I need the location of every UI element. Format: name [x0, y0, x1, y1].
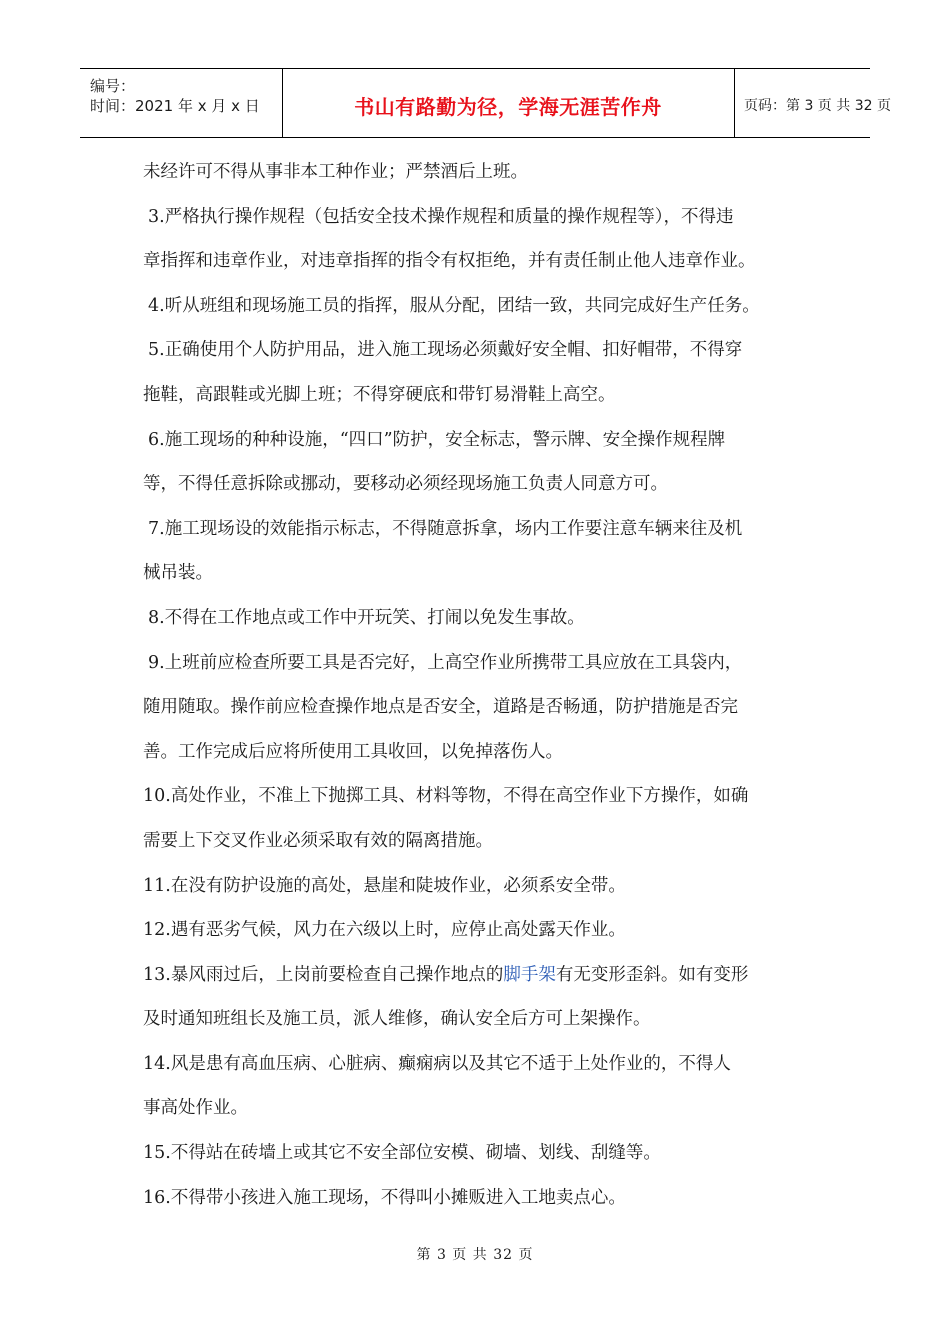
body-line: 未经许可不得从事非本工种作业；严禁酒后上班。 [143, 162, 528, 182]
header-page-cell [734, 69, 891, 137]
header-meta-cell [80, 69, 283, 137]
document-time-label: 时间：2021 年 x 月 x 日 [90, 97, 260, 115]
body-line: 4.听从班组和现场施工员的指挥，服从分配，团结一致，共同完成好生产任务。 [148, 295, 760, 316]
header-motto: 书山有路勤为径，学海无涯苦作舟 [354, 95, 662, 119]
body-line: 3.严格执行操作规程（包括安全技术操作规程和质量的操作规程等），不得违 [148, 206, 734, 227]
body-line: 需要上下交叉作业必须采取有效的隔离措施。 [143, 830, 493, 851]
body-line: 善。工作完成后应将所使用工具收回，以免掉落伤人。 [143, 741, 563, 762]
header-page-info: 页码：第 3 页 共 32 页 [744, 98, 891, 114]
page-header [80, 68, 891, 138]
body-line: 15.不得站在砖墙上或其它不安全部位安模、砌墙、划线、刮缝等。 [143, 1143, 661, 1164]
body-line: 8.不得在工作地点或工作中开玩笑、打闹以免发生事故。 [148, 607, 585, 628]
document-body [143, 150, 833, 1220]
body-line: 16.不得带小孩进入施工现场，不得叫小摊贩进入工地卖点心。 [143, 1187, 626, 1208]
body-line: 9.上班前应检查所要工具是否完好，上高空作业所携带工具应放在工具袋内， [148, 652, 743, 673]
body-line: 7.施工现场设的效能指示标志，不得随意拆拿，场内工作要注意车辆来往及机 [148, 518, 743, 539]
body-line: 拖鞋，高跟鞋或光脚上班；不得穿硬底和带钉易滑鞋上高空。 [143, 384, 616, 405]
body-line: 章指挥和违章作业，对违章指挥的指令有权拒绝，并有责任制止他人违章作业。 [143, 251, 756, 272]
scaffold-link[interactable]: 脚手架 [503, 964, 556, 985]
body-line: 5.正确使用个人防护用品，进入施工现场必须戴好安全帽、扣好帽带，不得穿 [148, 340, 743, 361]
body-line: 10.高处作业，不准上下抛掷工具、材料等物，不得在高空作业下方操作，如确 [143, 786, 749, 807]
header-motto-cell [282, 69, 735, 137]
body-line-13-start: 13.暴风雨过后，上岗前要检查自己操作地点的 [143, 964, 504, 985]
body-line: 6.施工现场的种种设施，“四口”防护，安全标志，警示牌、安全操作规程牌 [148, 429, 726, 450]
body-line-13 [143, 953, 833, 998]
body-line: 及时通知班组长及施工员，派人维修，确认安全后方可上架操作。 [143, 1009, 651, 1030]
body-line: 等，不得任意拆除或挪动，要移动必须经现场施工负责人同意方可。 [143, 474, 668, 495]
body-line: 14.风是患有高血压病、心脏病、癫痫病以及其它不适于上处作业的，不得人 [143, 1053, 731, 1074]
body-line: 械吊装。 [143, 563, 213, 584]
body-line: 随用随取。操作前应检查操作地点是否安全，道路是否畅通，防护措施是否完 [143, 697, 738, 718]
body-line: 事高处作业。 [143, 1098, 248, 1119]
page-footer: 第 3 页 共 32 页 [416, 1247, 534, 1263]
body-line: 11.在没有防护设施的高处，悬崖和陡坡作业，必须系安全带。 [143, 875, 626, 896]
document-number-label: 编号： [90, 77, 136, 95]
body-line: 12.遇有恶劣气候，风力在六级以上时，应停止高处露天作业。 [143, 920, 626, 941]
body-line-13-end: 有无变形歪斜。如有变形 [555, 964, 749, 985]
